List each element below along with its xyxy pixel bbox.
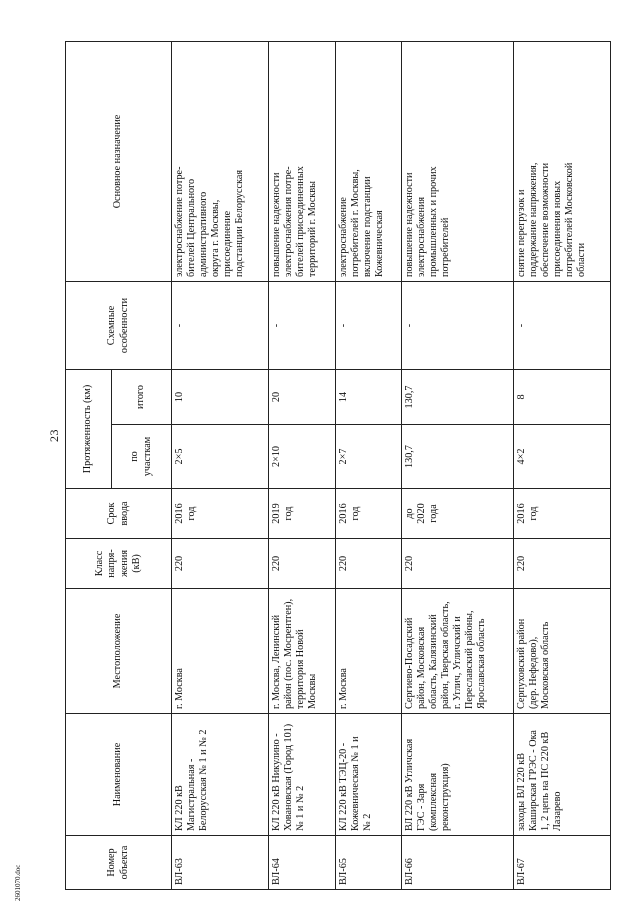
table-row	[402, 41, 514, 889]
cell-length-sections: 2×7	[335, 425, 402, 489]
rotated-table-container	[65, 42, 611, 890]
cell-number: ВЛ-67	[514, 836, 611, 890]
cell-features: -	[268, 281, 335, 369]
cell-number: ВЛ-63	[172, 836, 269, 890]
header-length: Протяженность (км)	[66, 369, 112, 488]
cell-location: Серпуховский район (дер. Нефедово), Московская область	[514, 589, 611, 714]
cell-length-total: 10	[172, 369, 269, 424]
cell-purpose: повышение надежности электроснабжения потре- бителей присоединенных территорий г. Москвы	[268, 41, 335, 281]
page-number: 23	[47, 429, 61, 442]
cell-length-total: 130,7	[402, 369, 514, 424]
header-features: Схемные особенности	[66, 281, 172, 369]
table-row	[268, 41, 335, 889]
cell-number: ВЛ-66	[402, 836, 514, 890]
cell-length-total: 8	[514, 369, 611, 424]
cell-deadline: 2016 год	[514, 489, 611, 539]
table-row	[335, 41, 402, 889]
cell-name: заходы ВЛ 220 кВ Каширская ГРЭС - Ока 1, 2 цепь на ПС 220 кВ Лазарево	[514, 714, 611, 836]
header-name: Наименование	[66, 714, 172, 836]
header-voltage: Класс напря- жения (кВ)	[66, 539, 172, 589]
cell-deadline: 2019 год	[268, 489, 335, 539]
cell-name: ВЛ 220 кВ Угличская ГЭС - Заря (комплексная реконструкция)	[402, 714, 514, 836]
cell-voltage: 220	[402, 539, 514, 589]
cell-number: ВЛ-64	[268, 836, 335, 890]
cell-number: ВЛ-65	[335, 836, 402, 890]
cell-purpose: электроснабжение потребителей г. Москвы, включение подстанции Кожевническая	[335, 41, 402, 281]
cell-location: г. Москва	[172, 589, 269, 714]
cell-length-sections: 130,7	[402, 425, 514, 489]
cell-length-sections: 2×5	[172, 425, 269, 489]
table-row	[514, 41, 611, 889]
cell-deadline: 2016 год	[335, 489, 402, 539]
header-length-total: итого	[112, 369, 172, 424]
header-deadline: Срок ввода	[66, 489, 172, 539]
table-body	[172, 41, 611, 889]
cell-name: КЛ 220 кВ Никулино - Ховановская (Город 101) № 1 и № 2	[268, 714, 335, 836]
cell-voltage: 220	[172, 539, 269, 589]
cell-voltage: 220	[335, 539, 402, 589]
header-purpose: Основное назначение	[66, 41, 172, 281]
cell-features: -	[335, 281, 402, 369]
cell-length-total: 20	[268, 369, 335, 424]
cell-location: г. Москва	[335, 589, 402, 714]
table-header	[66, 41, 172, 889]
cell-deadline: 2016 год	[172, 489, 269, 539]
table-row	[172, 41, 269, 889]
cell-length-sections: 2×10	[268, 425, 335, 489]
header-location: Местоположение	[66, 589, 172, 714]
cell-features: -	[402, 281, 514, 369]
cell-length-sections: 4×2	[514, 425, 611, 489]
power-lines-table	[65, 41, 611, 890]
header-length-sections: по участкам	[112, 425, 172, 489]
cell-location: Сергиево-Посадский район, Московская область, Калязинский район, Тверская область, г. Углич, Угличский и Переславский районы, Ярославская область	[402, 589, 514, 714]
cell-purpose: электроснабжение потре- бителей Центрального административного округа г. Москвы, присоединение подстанции Белорусская	[172, 41, 269, 281]
cell-features: -	[172, 281, 269, 369]
cell-purpose: повышение надежности электроснабжения промышленных и прочих потребителей	[402, 41, 514, 281]
cell-deadline: до 2020 года	[402, 489, 514, 539]
cell-name: КЛ 220 кВ ТЭЦ-20 - Кожевническая № 1 и № 2	[335, 714, 402, 836]
cell-name: КЛ 220 кВ Магистральная - Белорусская № 1 и № 2	[172, 714, 269, 836]
cell-location: г. Москва, Ленинский район (пос. Мосрентген), территория Новой Москвы	[268, 589, 335, 714]
cell-voltage: 220	[514, 539, 611, 589]
cell-features: -	[514, 281, 611, 369]
cell-voltage: 220	[268, 539, 335, 589]
cell-length-total: 14	[335, 369, 402, 424]
cell-purpose: снятие перегрузок и поддержание напряжения, обеспечение возможности присоединения новых потребителей Московской области	[514, 41, 611, 281]
footer-document-code: 2601070.doc	[14, 864, 22, 901]
header-number: Номер объекта	[66, 836, 172, 890]
